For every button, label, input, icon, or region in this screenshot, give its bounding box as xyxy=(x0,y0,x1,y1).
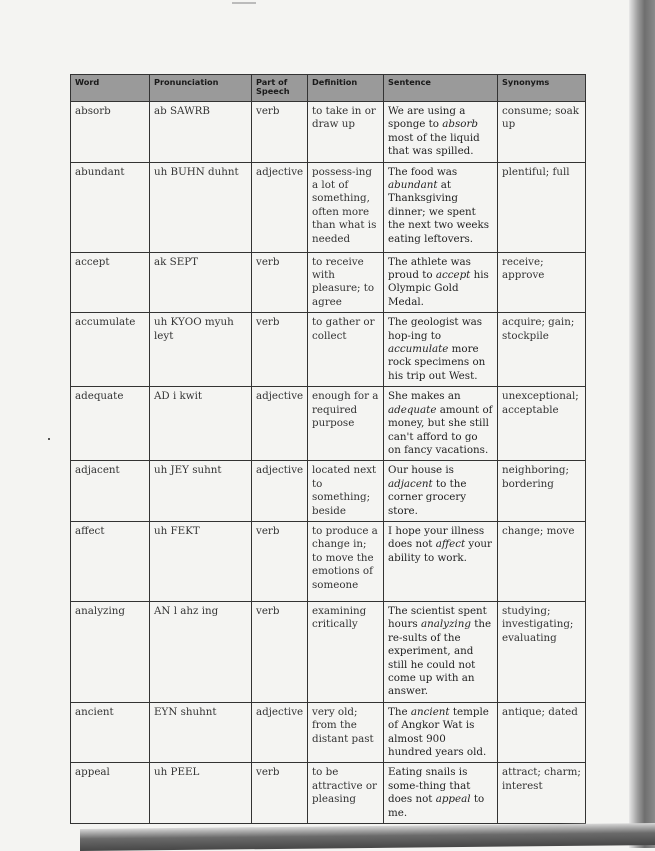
synonyms-cell: neighboring; bordering xyxy=(498,461,586,522)
table-row xyxy=(71,461,586,522)
header-part-of-speech: Part of Speech xyxy=(252,75,308,102)
scan-shadow-right xyxy=(629,0,655,848)
synonyms-cell: receive; approve xyxy=(498,252,586,313)
word-cell: ancient xyxy=(71,702,150,763)
pronunciation-cell: uh BUHN duhnt xyxy=(150,162,252,252)
synonyms-cell: antique; dated xyxy=(498,702,586,763)
part-of-speech-cell: verb xyxy=(252,521,308,601)
sentence-text: at Thanksgiving dinner; we spent the next two weeks eating leftovers. xyxy=(388,179,490,245)
sentence-text: to the corner grocery store. xyxy=(388,477,467,517)
part-of-speech-cell: verb xyxy=(252,601,308,702)
word-cell: appeal xyxy=(71,763,150,824)
part-of-speech-cell: verb xyxy=(252,763,308,824)
vocabulary-table xyxy=(70,74,586,824)
part-of-speech-cell: verb xyxy=(252,102,308,163)
table-row xyxy=(71,313,586,387)
table-row xyxy=(71,702,586,763)
part-of-speech-cell: adjective xyxy=(252,461,308,522)
sentence-text: We are using a sponge to xyxy=(388,105,466,131)
sentence-cell xyxy=(384,702,498,763)
part-of-speech-cell: verb xyxy=(252,252,308,313)
word-cell: adequate xyxy=(71,387,150,461)
definition-cell: located next to something; beside xyxy=(308,461,384,522)
table-row xyxy=(71,763,586,824)
sentence-keyword: ancient xyxy=(410,705,450,718)
header-word: Word xyxy=(71,75,150,102)
table-row xyxy=(71,102,586,163)
definition-cell: enough for a required purpose xyxy=(308,387,384,461)
sentence-cell xyxy=(384,387,498,461)
sentence-text: I hope your illness does not xyxy=(388,524,485,551)
definition-cell: very old; from the distant past xyxy=(308,702,384,763)
sentence-cell xyxy=(384,763,498,824)
sentence-text: Our house is xyxy=(388,464,454,477)
sentence-text: The geologist was hop-ing to xyxy=(388,316,483,342)
definition-cell: to be attractive or pleasing xyxy=(308,763,384,824)
sentence-text: to me. xyxy=(388,793,485,819)
sentence-cell xyxy=(384,252,498,313)
sentence-keyword: analyzing xyxy=(420,618,471,631)
header-pronunciation: Pronunciation xyxy=(150,75,252,102)
sentence-cell xyxy=(384,521,498,601)
word-cell: absorb xyxy=(71,102,150,163)
header-row xyxy=(71,75,586,102)
pronunciation-cell: uh PEEL xyxy=(150,763,252,824)
synonyms-cell: unexceptional; acceptable xyxy=(498,387,586,461)
definition-cell: to take in or draw up xyxy=(308,102,384,163)
header-definition: Definition xyxy=(308,75,384,102)
pronunciation-cell: ab SAWRB xyxy=(150,102,252,163)
header-synonyms: Synonyms xyxy=(498,75,586,102)
sentence-cell xyxy=(384,461,498,522)
header-sentence: Sentence xyxy=(384,75,498,102)
sentence-text: The xyxy=(388,705,411,718)
sentence-text: The scientist spent hours xyxy=(388,604,487,631)
synonyms-cell: consume; soak up xyxy=(498,102,586,163)
table-row xyxy=(71,387,586,461)
table-row xyxy=(71,521,586,601)
sentence-cell xyxy=(384,313,498,387)
synonyms-cell: plentiful; full xyxy=(498,162,586,252)
table-row xyxy=(71,601,586,702)
sentence-text: The athlete was proud to xyxy=(388,255,471,282)
sentence-text: the re-sults of the experiment, and still he could not come up with an answer. xyxy=(388,618,492,698)
definition-cell: possess-ing a lot of something, often more than what is needed xyxy=(308,162,384,252)
sentence-text: temple of Angkor Wat is almost 900 hundred years old. xyxy=(388,705,489,758)
part-of-speech-cell: adjective xyxy=(252,702,308,763)
sentence-text: your ability to work. xyxy=(388,538,492,564)
sentence-keyword: accumulate xyxy=(388,343,449,356)
part-of-speech-cell: adjective xyxy=(252,162,308,252)
sentence-keyword: adequate xyxy=(388,403,437,416)
sentence-text: more rock specimens on his trip out West. xyxy=(388,343,486,382)
table-row xyxy=(71,162,586,252)
synonyms-cell: attract; charm; interest xyxy=(498,763,586,824)
table-row xyxy=(71,252,586,313)
pronunciation-cell: AD i kwit xyxy=(150,387,252,461)
pronunciation-cell: uh FEKT xyxy=(150,521,252,601)
part-of-speech-cell: adjective xyxy=(252,387,308,461)
word-cell: accept xyxy=(71,252,150,313)
pronunciation-cell: uh JEY suhnt xyxy=(150,461,252,522)
definition-cell: to receive with pleasure; to agree xyxy=(308,252,384,313)
sentence-text: most of the liquid that was spilled. xyxy=(388,131,480,158)
definition-cell: to gather or collect xyxy=(308,313,384,387)
pronunciation-cell: uh KYOO myuh leyt xyxy=(150,313,252,387)
sentence-text: amount of money, but she still can't afford to go on fancy vacations. xyxy=(388,403,493,456)
word-cell: accumulate xyxy=(71,313,150,387)
sentence-text: She makes an xyxy=(388,390,461,403)
synonyms-cell: change; move xyxy=(498,521,586,601)
sentence-keyword: accept xyxy=(435,269,471,282)
scan-dot xyxy=(48,438,50,440)
pronunciation-cell: EYN shuhnt xyxy=(150,702,252,763)
word-cell: analyzing xyxy=(71,601,150,702)
word-cell: adjacent xyxy=(71,461,150,522)
sentence-text: his Olympic Gold Medal. xyxy=(388,269,489,308)
part-of-speech-cell: verb xyxy=(252,313,308,387)
sentence-cell xyxy=(384,102,498,163)
scan-mark xyxy=(232,2,256,4)
sentence-text: The food was xyxy=(388,165,458,178)
word-cell: abundant xyxy=(71,162,150,252)
scan-shadow-bottom xyxy=(80,823,655,851)
definition-cell: to produce a change in; to move the emotions of someone xyxy=(308,521,384,601)
sentence-cell xyxy=(384,601,498,702)
sentence-keyword: adjacent xyxy=(388,477,433,490)
sentence-keyword: appeal xyxy=(435,793,471,806)
synonyms-cell: studying; investigating; evaluating xyxy=(498,601,586,702)
word-cell: affect xyxy=(71,521,150,601)
synonyms-cell: acquire; gain; stockpile xyxy=(498,313,586,387)
pronunciation-cell: ak SEPT xyxy=(150,252,252,313)
sentence-cell xyxy=(384,162,498,252)
sentence-text: Eating snails is some-thing that does not xyxy=(388,766,471,806)
definition-cell: examining critically xyxy=(308,601,384,702)
sentence-keyword: abundant xyxy=(388,179,438,192)
sentence-keyword: absorb xyxy=(442,118,479,131)
pronunciation-cell: AN l ahz ing xyxy=(150,601,252,702)
sentence-keyword: affect xyxy=(435,538,466,551)
